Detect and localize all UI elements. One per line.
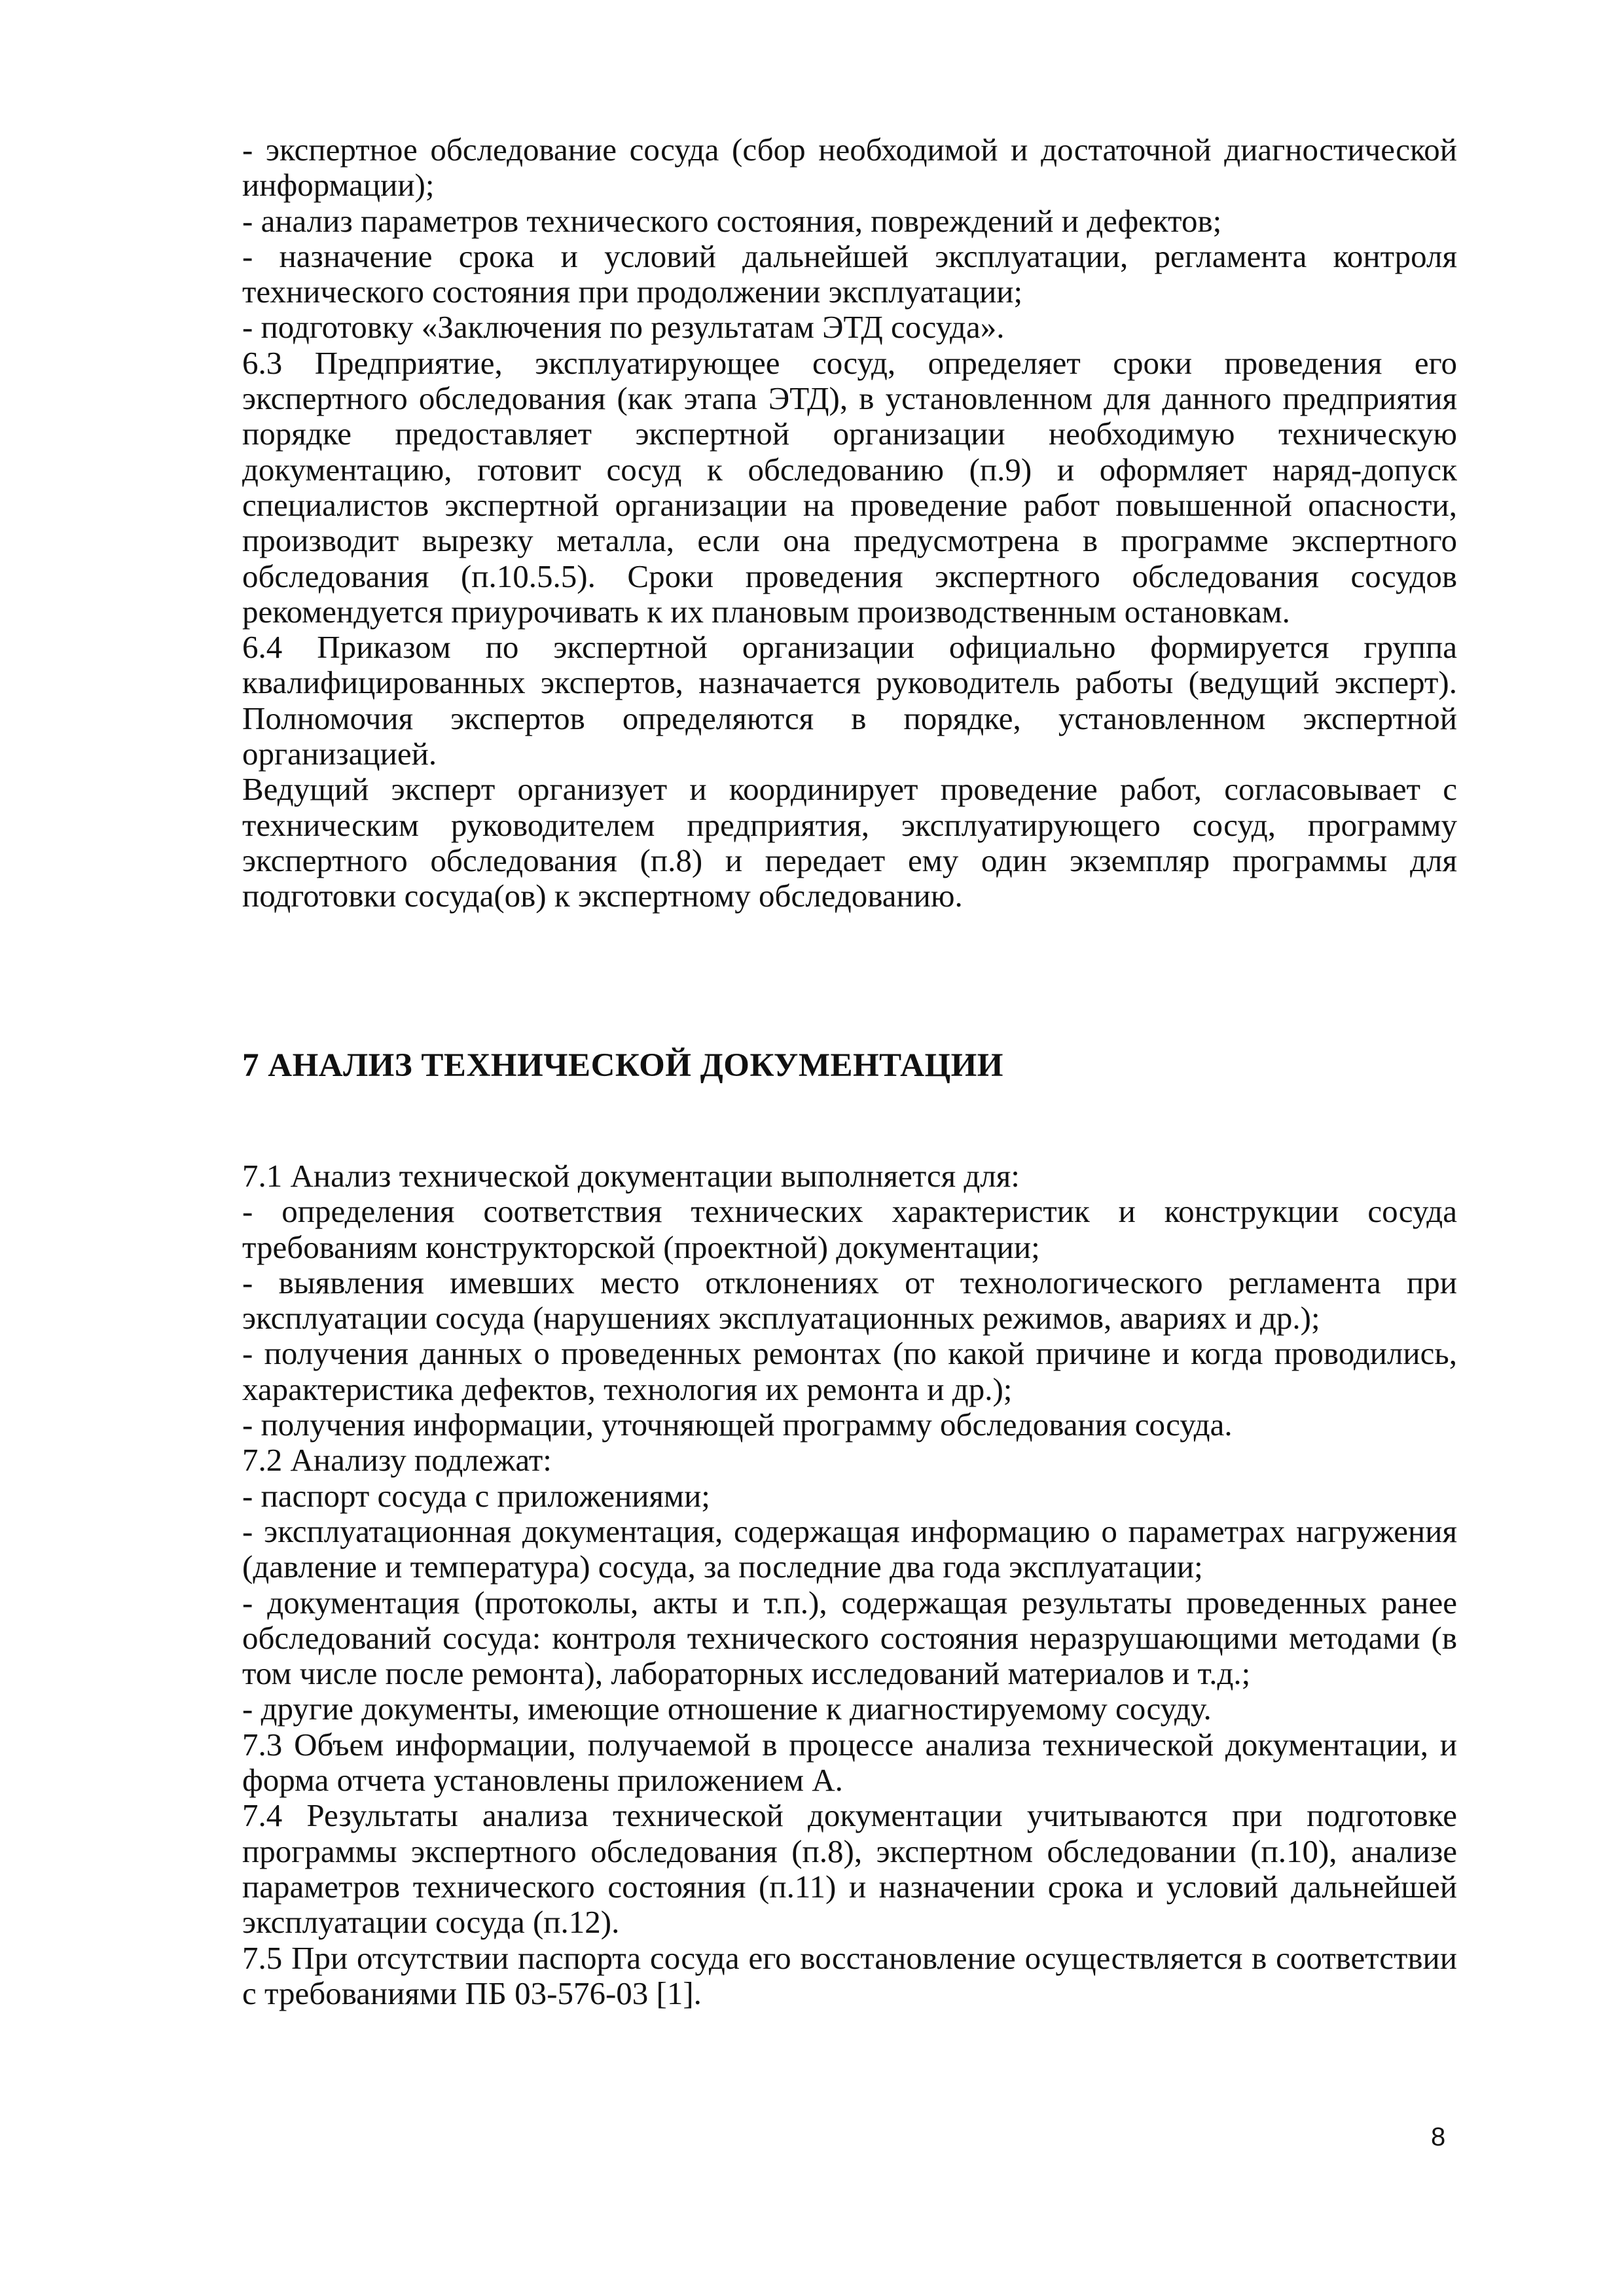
paragraph: - определения соответствия технических характеристик и конструкции сосуда требованиям конструкторской (проектной) документации;: [242, 1193, 1457, 1265]
paragraph: - получения информации, уточняющей программу обследования сосуда.: [242, 1407, 1233, 1443]
paragraph-lead-expert: Ведущий эксперт организует и координирует проведение работ, согласовывает с техническим руководителем предприятия, эксплуатирующего сосуд, программу экспертного обследования (п.8) и передает ему один экземпляр программы для подготовки сосуда(ов) к экспертному обследованию.: [242, 771, 1457, 914]
section-7-body: [242, 1158, 1457, 2011]
paragraph: - паспорт сосуда с приложениями;: [242, 1477, 710, 1514]
paragraph: - экспертное обследование сосуда (сбор необходимой и достаточной диагностической информации);: [242, 132, 1457, 204]
paragraph-7-4: 7.4 Результаты анализа технической документации учитываются при подготовке программы экспертного обследования (п.8), экспертном обследовании (п.10), анализе параметров технического состояния (п.11) и назначении срока и условий дальнейшей эксплуатации сосуда (п.12).: [242, 1797, 1457, 1941]
paragraph: - получения данных о проведенных ремонтах (по какой причине и когда проводились, характеристика дефектов, технология их ремонта и др.);: [242, 1335, 1457, 1407]
paragraph-6-4: 6.4 Приказом по экспертной организации официально формируется группа квалифицированных экспертов, назначается руководитель работы (ведущий эксперт). Полномочия экспертов определяются в порядке, установленном экспертной организацией.: [242, 629, 1457, 772]
paragraph-7-2: 7.2 Анализу подлежат:: [242, 1442, 552, 1479]
paragraph-7-5: 7.5 При отсутствии паспорта сосуда его восстановление осуществляется в соответствии с требованиями ПБ 03-576-03 [1].: [242, 1939, 1457, 2011]
paragraph: - выявления имевших место отклонениях от технологического регламента при эксплуатации сосуда (нарушениях эксплуатационных режимов, авариях и др.);: [242, 1264, 1457, 1336]
paragraph: - эксплуатационная документация, содержащая информацию о параметрах нагружения (давление и температура) сосуда, за последние два года эксплуатации;: [242, 1513, 1457, 1585]
paragraph-7-1: 7.1 Анализ технической документации выполняется для:: [242, 1158, 1020, 1194]
paragraph: - подготовку «Заключения по результатам ЭТД сосуда».: [242, 309, 1005, 346]
paragraph: - документация (протоколы, акты и т.п.), содержащая результаты проведенных ранее обследований сосуда: контроля технического состояния неразрушающими методами (в том числе после ремонта), лабораторных исследований материалов и т.д.;: [242, 1584, 1457, 1692]
paragraph-6-3: 6.3 Предприятие, эксплуатирующее сосуд, определяет сроки проведения его экспертного обследования (как этапа ЭТД), в установленном для данного предприятия порядке предоставляет экспертной организации необходимую техническую документацию, готовит сосуд к обследованию (п.9) и оформляет наряд-допуск специалистов экспертной организации на проведение работ повышенной опасности, производит вырезку металла, если она предусмотрена в программе экспертного обследования (п.10.5.5). Сроки проведения экспертного обследования сосудов рекомендуется приурочивать к их плановым производственным остановкам.: [242, 344, 1457, 630]
page-number: 8: [1431, 2123, 1446, 2151]
paragraph: - назначение срока и условий дальнейшей эксплуатации, регламента контроля технического состояния при продолжении эксплуатации;: [242, 238, 1457, 310]
section-6-continuation: [242, 132, 1457, 914]
section-heading: 7 АНАЛИЗ ТЕХНИЧЕСКОЙ ДОКУМЕНТАЦИИ: [242, 1047, 1003, 1084]
paragraph-7-3: 7.3 Объем информации, получаемой в процессе анализа технической документации, и форма отчета установлены приложением А.: [242, 1726, 1457, 1799]
paragraph: - другие документы, имеющие отношение к диагностируемому сосуду.: [242, 1691, 1212, 1727]
paragraph: - анализ параметров технического состояния, повреждений и дефектов;: [242, 202, 1222, 239]
